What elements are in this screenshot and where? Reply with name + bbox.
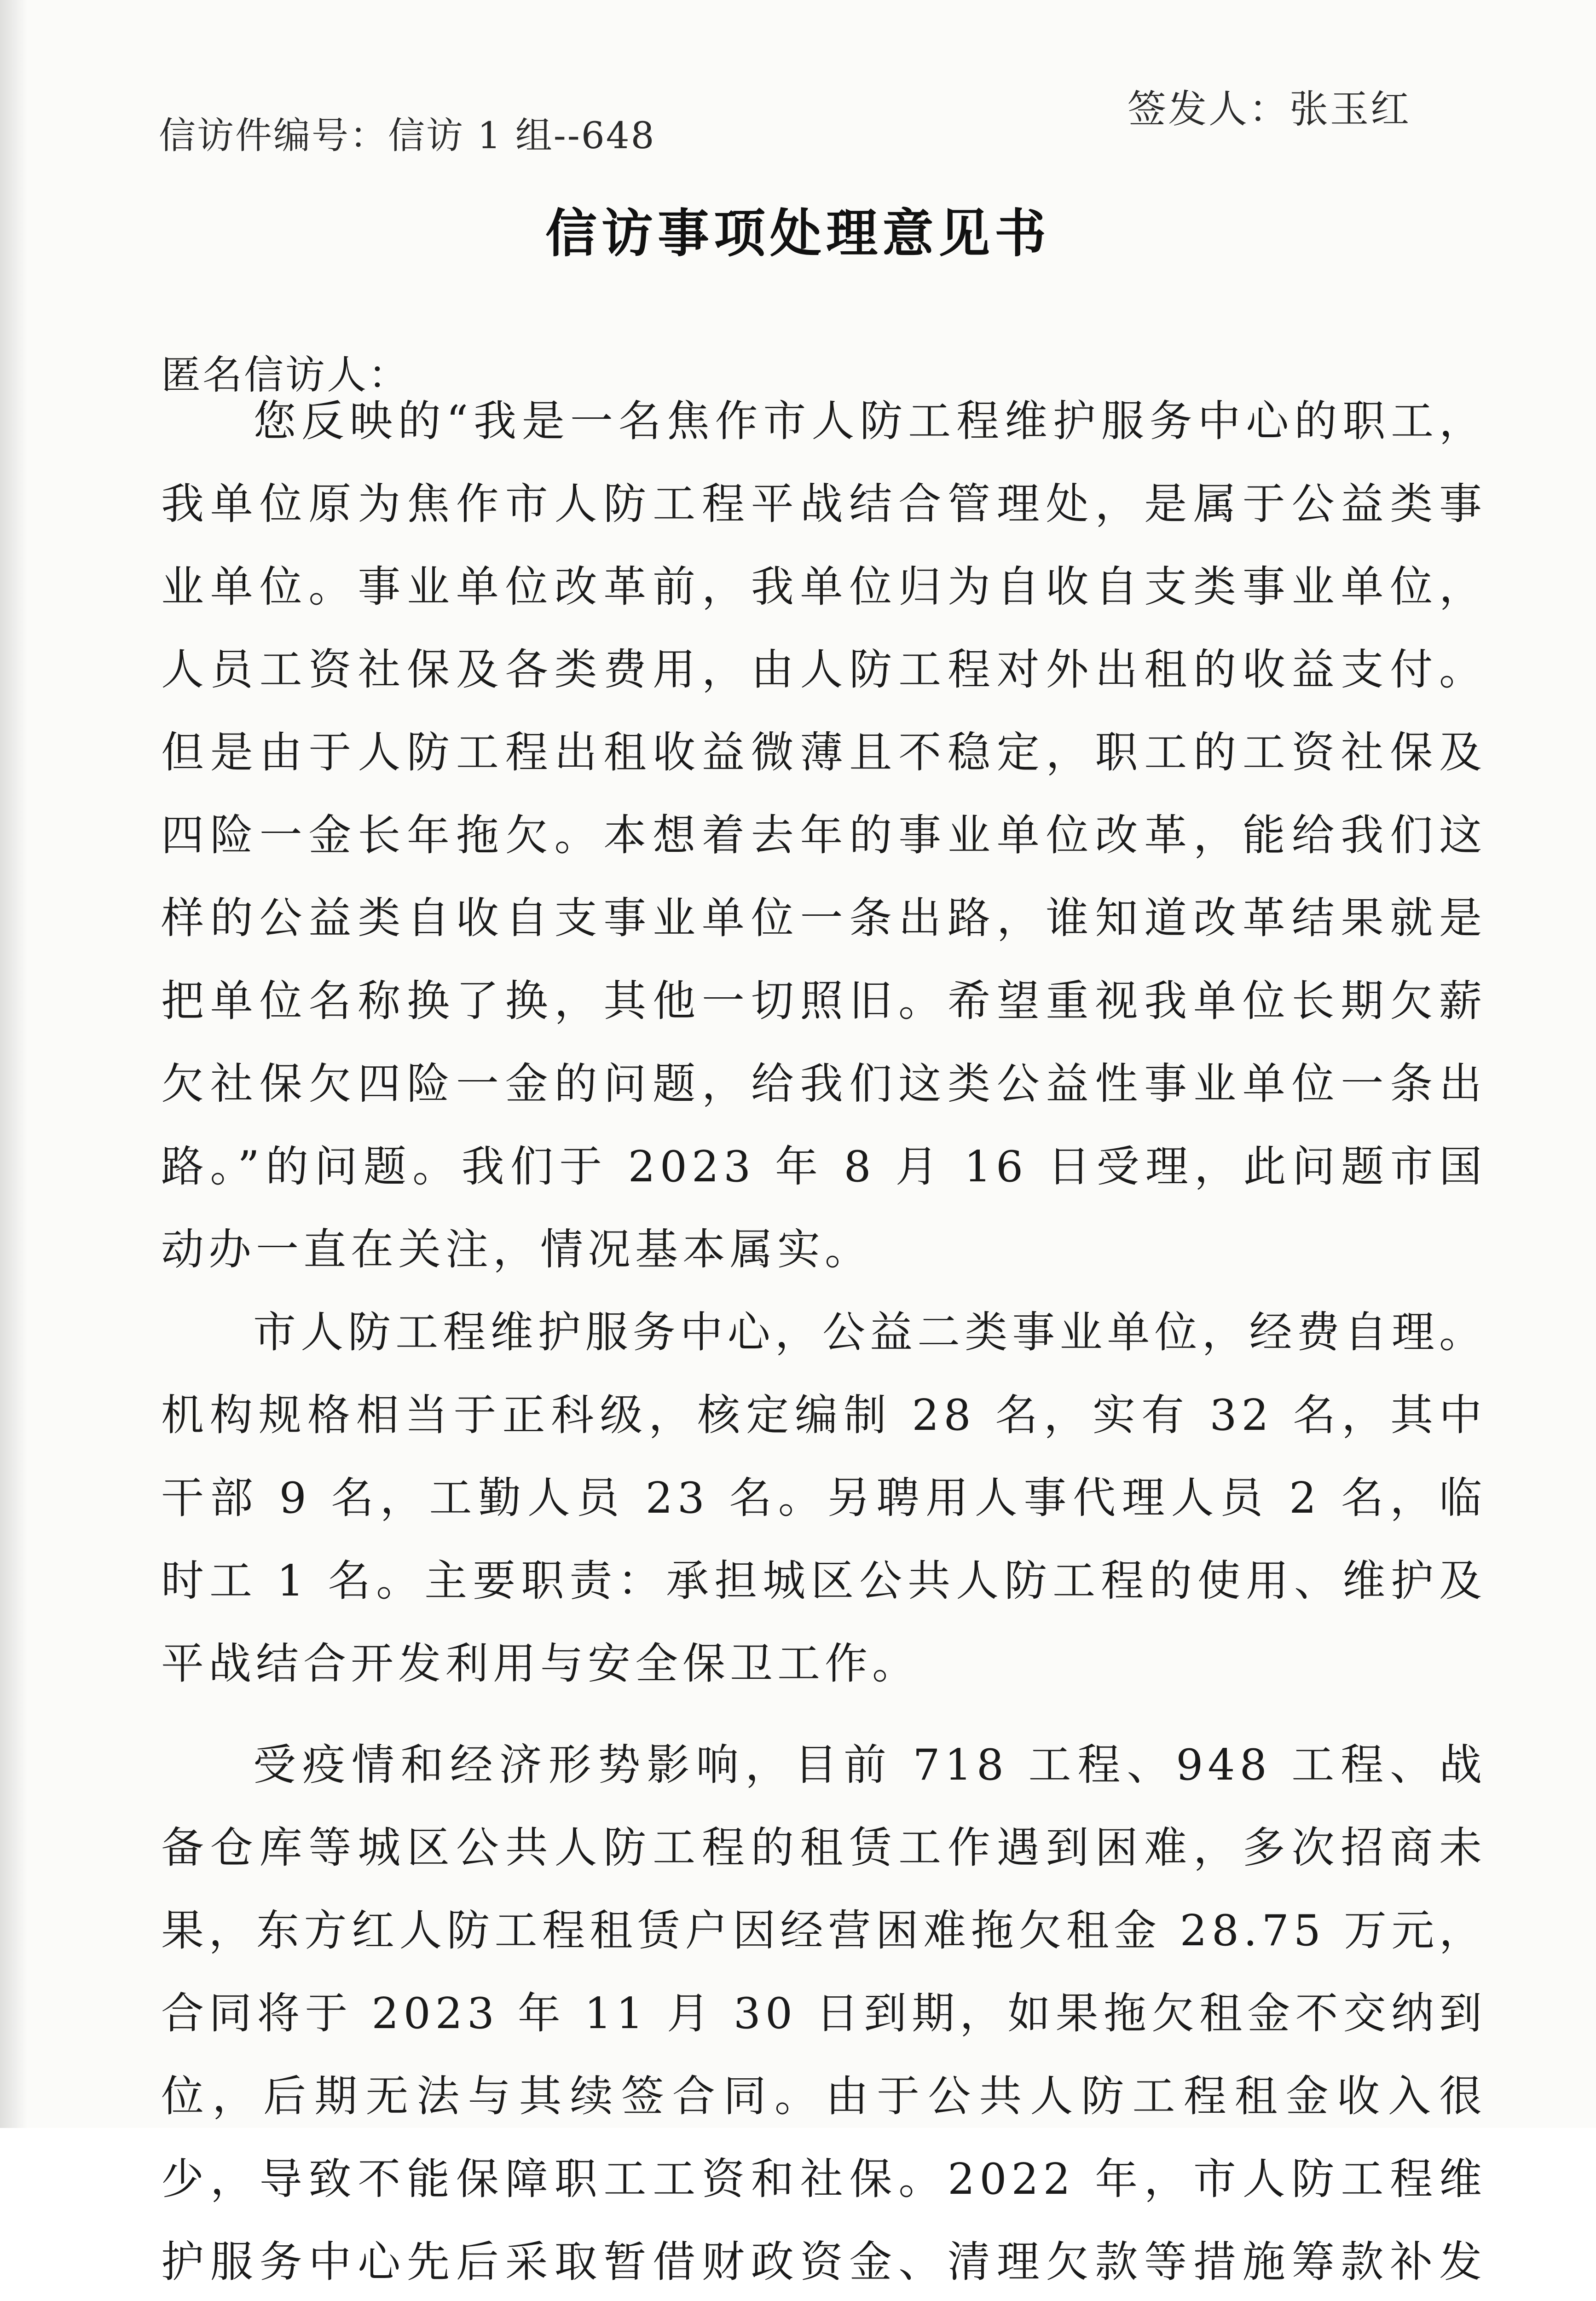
document-body xyxy=(161,380,1486,2301)
scan-edge-shadow xyxy=(0,0,28,2128)
signer-line: 签发人：张玉红 xyxy=(1128,87,1411,132)
paragraph-complaint: 您反映的“我是一名焦作市人防工程维护服务中心的职工，我单位原为焦作市人防工程平战结合管理处，是属于公益类事业单位。事业单位改革前，我单位归为自收自支类事业单位，人员工资社保及各类费用，由人防工程对外出租的收益支付。但是由于人防工程出租收益微薄且不稳定，职工的工资社保及四险一金长年拖欠。本想着去年的事业单位改革，能给我们这样的公益类自收自支事业单位一条出路，谁知道改革结果就是把单位名称换了换，其他一切照旧。希望重视我单位长期欠薪欠社保欠四险一金的问题，给我们这类公益性事业单位一条出路。”的问题。我们于 2023 年 8 月 16 日受理，此问题市国动办一直在关注，情况基本属实。 xyxy=(161,396,1486,1274)
document-title: 信访事项处理意见书 xyxy=(545,203,1051,264)
paragraph-situation: 受疫情和经济形势影响，目前 718 工程、948 工程、战备仓库等城区公共人防工程的租赁工作遇到困难，多次招商未果，东方红人防工程租赁户因经营困难拖欠租金 28.75 万元，合同将于 2023 年 11 月 30 日到期，如果拖欠租金不交纳到位，后期无法与其续签合同。由于公共人防工程租金收入很少，导致不能保障职工工资和社保。2022 年，市人防工程维护服务中心先后采取暂借财政资金、清理欠款等措施筹款补发 xyxy=(161,1740,1486,2287)
case-number: 信访件编号：信访 1 组--648 xyxy=(159,114,656,157)
salutation: 匿名信访人： xyxy=(161,352,410,398)
paragraph-unit-info: 市人防工程维护服务中心，公益二类事业单位，经费自理。机构规格相当于正科级，核定编制 28 名，实有 32 名，其中干部 9 名，工勤人员 23 名。另聘用人事代理人员 2 名，临时工 1 名。主要职责：承担城区公共人防工程的使用、维护及平战结合开发利用与安全保卫工作。 xyxy=(161,1307,1486,1688)
